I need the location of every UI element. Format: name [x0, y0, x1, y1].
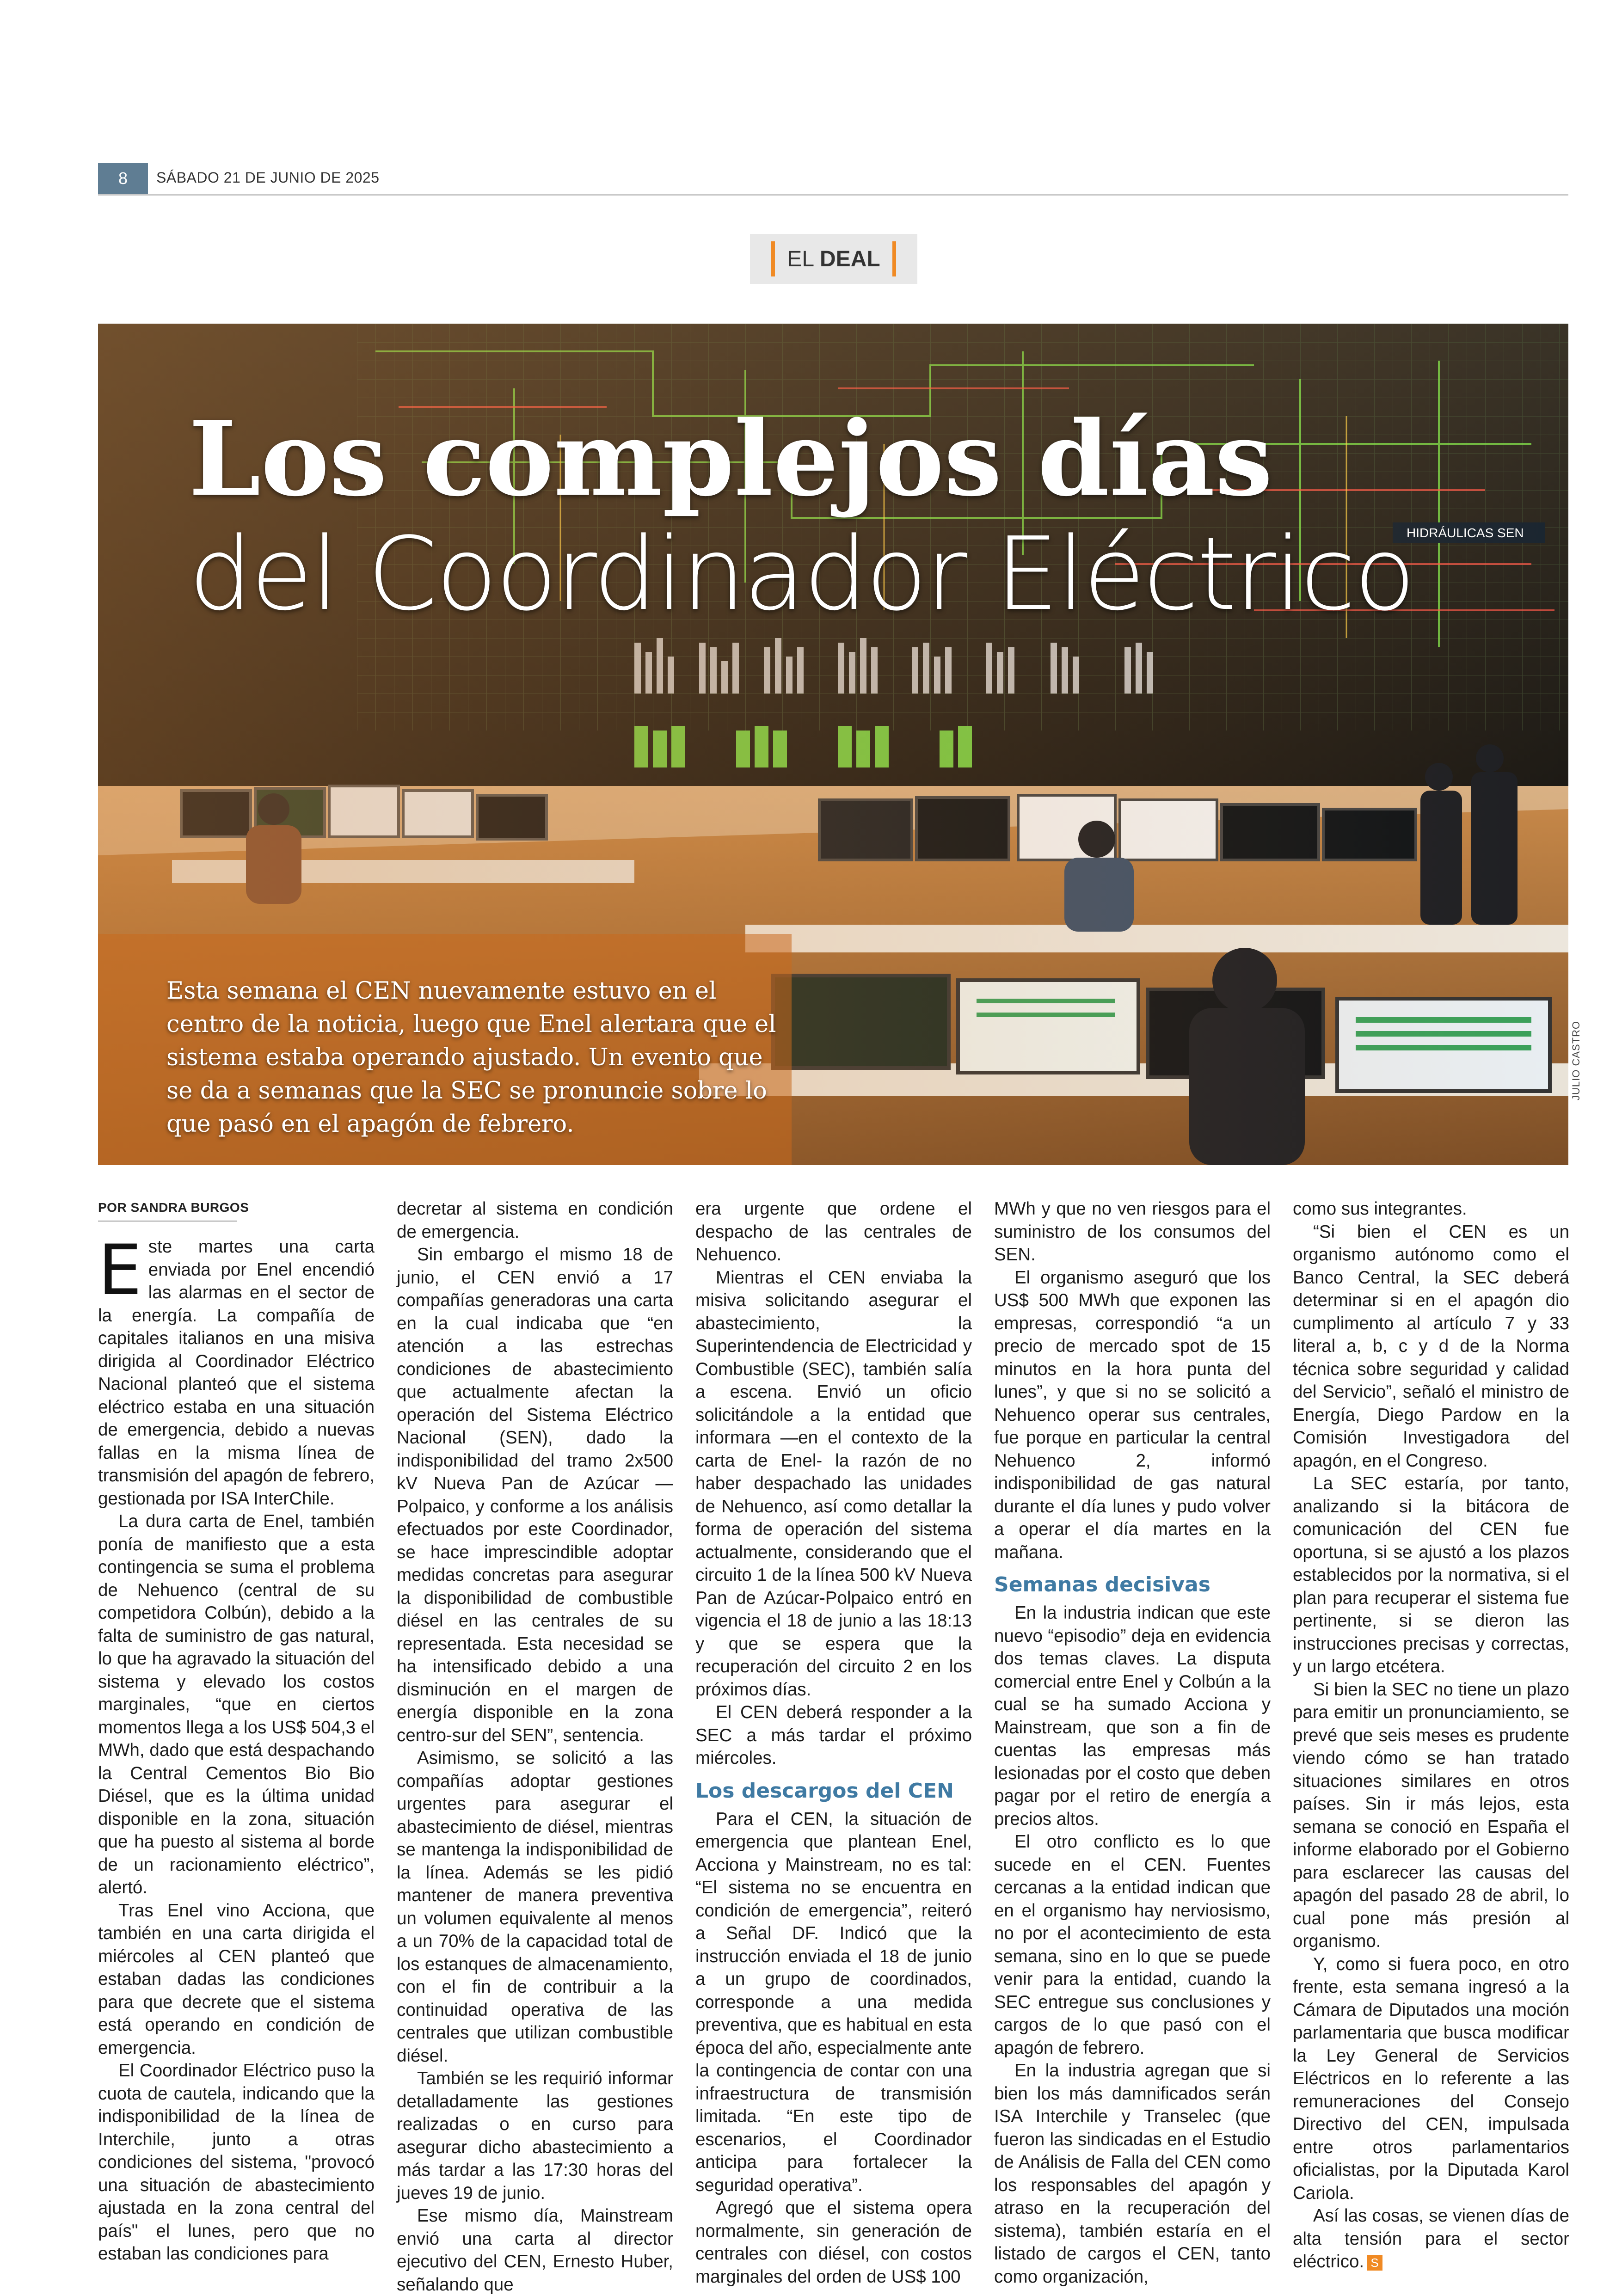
subhead-descargos: Los descargos del CEN — [695, 1779, 954, 1803]
drop-cap: E — [98, 1230, 142, 1311]
wall-label: HIDRÁULICAS SEN — [1407, 526, 1524, 540]
paragraph: Ese mismo día, Mainstream envió una carta al director ejecutivo del CEN, Ernesto Huber, señalando que — [397, 2206, 673, 2295]
paragraph: como sus integrantes. — [1293, 1199, 1467, 1219]
paragraph: MWh y que no ven riesgos para el suministro de los consumos del SEN. — [994, 1199, 1271, 1265]
article-column-2 — [397, 1197, 673, 2295]
headline-line-2: del Coordinador Eléctrico — [189, 516, 1414, 633]
paragraph: El CEN deberá responder a la SEC a más tardar el próximo miércoles. — [695, 1702, 972, 1768]
article-column-1 — [98, 1230, 375, 2264]
paragraph: Agregó que el sistema opera normalmente, sin generación de centrales con diésel, con costos marginales del orden de US$ 100 — [695, 2198, 972, 2287]
paragraph: La SEC estaría, por tanto, analizando si la bitácora de comunicación del CEN fue oportuna, si se ajustó a los plazos establecidos por la normativa, si el plan para recuperar el sistema fue pertinente, si se dieron las instrucciones precisas y correctas, y un largo etcétera. — [1293, 1473, 1569, 1676]
headline — [189, 401, 1530, 632]
paragraph: El Coordinador Eléctrico puso la cuota de cautela, indicando que la indisponibilidad de la línea de Interchile, junto a otras condiciones del sistema, "provocó una situación de abastecimiento ajustada en la zona central del país" el lunes, pero que no estaban las condiciones para — [98, 2061, 375, 2264]
paragraph: El otro conflicto es lo que sucede en el CEN. Fuentes cercanas a la entidad indican que en el organismo hay nerviosismo, no por el acontecimiento de esta semana, sino en lo que se puede venir para la entidad, cuando la SEC entregue sus conclusiones y cargos de lo que pasó con el apagón de febrero. — [994, 1832, 1271, 2058]
paragraph: Así las cosas, se vienen días de alta tensión para el sector eléctrico. S — [1293, 2206, 1569, 2271]
paragraph: También se les requirió informar detalladamente las gestiones realizadas o en curso para asegurar dicho abastecimiento a más tardar a las 17:30 horas del jueves 19 de junio. — [397, 2069, 673, 2203]
paragraph: decretar al sistema en condición de emergencia. — [397, 1199, 673, 1242]
subhead-semanas-decisivas: Semanas decisivas — [994, 1573, 1210, 1596]
byline: POR SANDRA BURGOS — [98, 1200, 249, 1215]
deck: Esta semana el CEN nuevamente estuvo en el centro de la noticia, luego que Enel alertara que el sistema estaba operando ajustado. Un evento que se da a semanas que la SEC se pronuncie sobre lo que pasó en el apagón de febrero. — [166, 977, 776, 1138]
section-prefix: EL — [787, 246, 815, 271]
paragraph: Mientras el CEN enviaba la misiva solicitando asegurar el abastecimiento, la Superintendencia de Electricidad y Combustible (SEC), también salía a escena. Envió un oficio solicitándole a la entidad que informara —en el contexto de la carta de Enel- la razón de no haber despachado las unidades de Nehuenco, así como detallar la forma de operación del sistema actualmente, considerando que el circuito 1 de la línea 500 kV Nueva Pan de Azúcar-Polpaico entró en vigencia el 18 de junio a las 18:13 y que se espera que la recuperación del circuito 2 en los próximos días. — [695, 1267, 972, 1700]
paragraph: Para el CEN, la situación de emergencia que plantean Enel, Acciona y Mainstream, no es tal: “El sistema no se encuentra en condición de emergencia”, reiteró a Señal DF. Indicó que la instrucción enviada el 18 de junio a un grupo de coordinados, corresponde a una medida preventiva, que es habitual en esta época del año, especialmente ante la contingencia de contar con una infraestructura de transmisión limitada. “En este tipo de escenarios, el Coordinador anticipa para fortalecer la seguridad operativa”. — [695, 1809, 972, 2195]
paragraph: Este martes una carta enviada por Enel encendió las alarmas en el sector de la energía. La compañía de capitales italianos en una misiva dirigida al Coordinador Eléctrico Nacional planteó que el sistema eléctrico estaba en una situación de emergencia, debido a nuevas fallas en la misma línea de transmisión del apagón de febrero, gestionada por ISA InterChile. — [98, 1230, 375, 1509]
article-column-4 — [994, 1197, 1271, 2287]
paragraph: En la industria indican que este nuevo “episodio” deja en evidencia dos temas claves. La disputa comercial entre Enel y Colbún a la cual se ha sumado Acciona y Mainstream, que son a fin de cuentas las empresas más lesionadas por el costo que deben pagar por el retiro de energía a precios altos. — [994, 1603, 1271, 1829]
section-tag-bar-right — [892, 241, 896, 276]
section-tag — [750, 234, 917, 284]
hero-photo — [98, 324, 1568, 1165]
paragraph: Tras Enel vino Acciona, que también en una carta dirigida el miércoles al CEN planteó que estaban dadas las condiciones para que decrete que el sistema está operando en condición de emergencia. — [98, 1900, 375, 2058]
end-mark-icon: S — [1367, 2255, 1382, 2271]
paragraph: La dura carta de Enel, también ponía de manifiesto que a esta contingencia se suma el problema de Nehuenco (central de su competidora Colbún), debido a la falta de suministro de gas natural, lo que ha agravado la situación del sistema y elevado los costos marginales, “que en ciertos momentos llega a los US$ 504,3 el MWh, dado que está despachando la Central Cementos Bio Bio Diésel, que es la última unidad disponible en la zona, situación que ha puesto al sistema al borde de un racionamiento eléctrico”, alertó. — [98, 1511, 375, 1897]
paragraph: Asimismo, se solicitó a las compañías adoptar gestiones urgentes para asegurar el abastecimiento de diésel, mientras se mantenga la indisponibilidad de la línea. Además se les pidió mantener de manera preventiva un volumen equivalente al menos a un 70% de la capacidad total de los estanques de almacenamiento, con el fin de contribuir a la continuidad operativa de las centrales que utilizan combustible diésel. — [397, 1748, 673, 2066]
page-number: 8 — [98, 163, 148, 194]
paragraph: “Si bien el CEN es un organismo autónomo como el Banco Central, la SEC deberá determinar si en el apagón dio cumplimento al artículo 7 y 33 literal a, b, c y d de la Norma técnica sobre seguridad y calidad del Servicio”, señaló el ministro de Energía, Diego Pardow en la Comisión Investigadora del apagón, en el Congreso. — [1293, 1222, 1569, 1471]
paragraph: Sin embargo el mismo 18 de junio, el CEN envió a 17 compañías generadoras una carta en la cual indicaba que “en atención a las estrechas condiciones de abastecimiento que actualmente afectan la operación del Sistema Eléctrico Nacional (SEN), dado la indisponibilidad del tramo 2x500 kV Nueva Pan de Azúcar — Polpaico, y conforme a los análisis efectuados por este Coordinador, se hace imprescindible adoptar medidas concretas para asegurar la disponibilidad de combustible diésel en las centrales de su representada. Esta necesidad se ha intensificado debido a una disminución en el margen de energía disponible en la zona centro-sur del SEN”, sentencia. — [397, 1245, 673, 1745]
paragraph: Si bien la SEC no tiene un plazo para emitir un pronunciamiento, se prevé que seis meses es prudente viendo cómo se han tratado situaciones similares en otros países. Sin ir más lejos, esta semana se conoció en España el informe elaborado por el Gobierno para esclarecer las causas del apagón del pasado 28 de abril, lo cual pone más presión al organismo. — [1293, 1679, 1569, 1951]
headline-line-1: Los complejos días — [189, 399, 1273, 519]
paragraph: El organismo aseguró que los US$ 500 MWh que exponen las empresas, correspondió “a un precio de mercado spot de 15 minutos en la hora punta del lunes”, y que si no se solicitó a Nehuenco operar sus centrales, fue porque en particular la central Nehuenco 2, informó indisponibilidad de gas natural durante el día lunes y pudo volver a operar el día martes en la mañana. — [994, 1267, 1271, 1562]
paragraph: En la industria agregan que si bien los más damnificados serán ISA Interchile y Transelec (que fueron las sindicadas en el Estudio de Análisis de Falla del CEN como los responsables del apagón y atraso en la recuperación del sistema), también estaría en el listado de cargos el CEN, tanto como organización, — [994, 2061, 1271, 2287]
header-rule — [98, 194, 1568, 196]
issue-date: SÁBADO 21 DE JUNIO DE 2025 — [156, 169, 380, 186]
section-name: DEAL — [820, 246, 880, 271]
paragraph: Y, como si fuera poco, en otro frente, esta semana ingresó a la Cámara de Diputados una moción parlamentaria que busca modificar la Ley General de Servicios Eléctricos en lo referente a las remuneraciones del Consejo Directivo del CEN, impulsada entre otros parlamentarios oficialistas, por la Diputada Karol Cariola. — [1293, 1954, 1569, 2203]
byline-rule — [98, 1221, 237, 1222]
photo-credit: JULIO CASTRO — [1570, 1020, 1582, 1100]
article-column-5 — [1293, 1197, 1569, 2271]
article-column-3 — [695, 1197, 972, 2287]
paragraph: era urgente que ordene el despacho de las centrales de Nehuenco. — [695, 1199, 972, 1265]
section-tag-bar-left — [771, 241, 775, 276]
